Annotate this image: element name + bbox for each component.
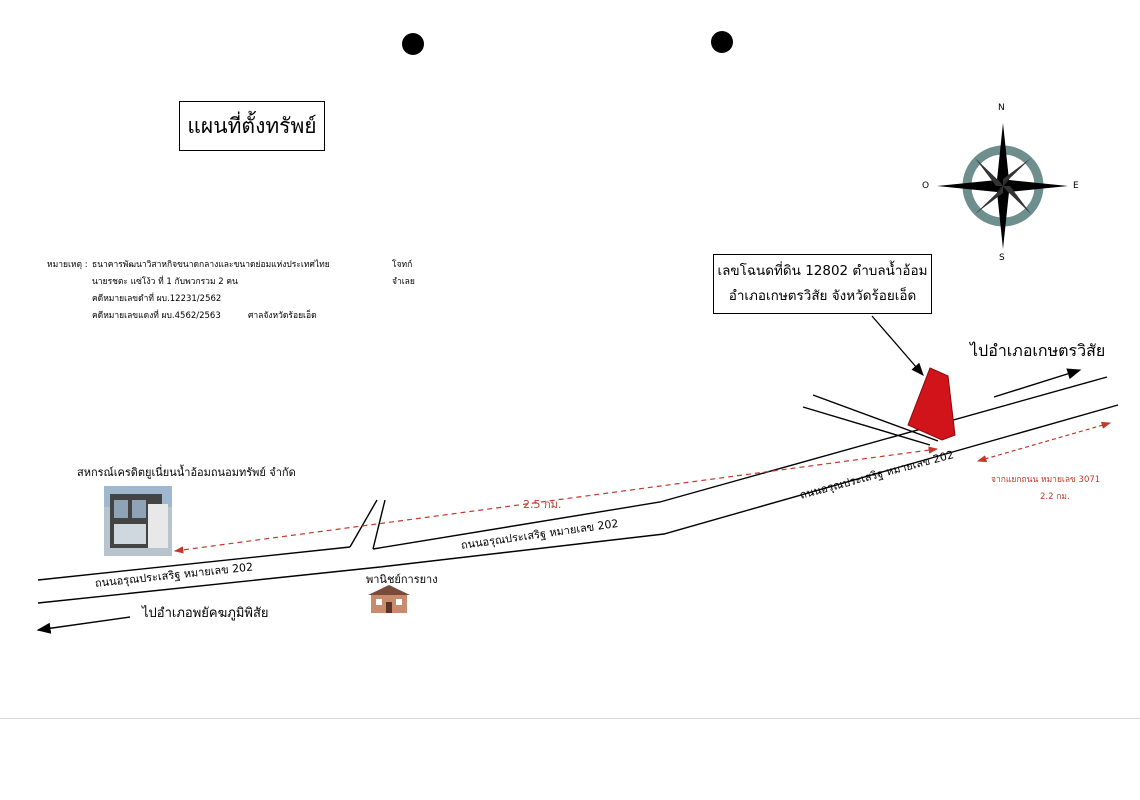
junction-distance: 2.2 กม.	[1040, 492, 1070, 502]
coop-building-photo	[104, 486, 172, 556]
arrow-to-kaset	[994, 370, 1080, 397]
compass-rose-icon	[937, 123, 1068, 249]
note-line-3: คดีหมายเลขดำที่ ผบ.12231/2562	[92, 294, 222, 304]
coop-label: สหกรณ์เครดิตยูเนี่ยนน้ำอ้อมถนอมทรัพย์ จำกัด	[77, 466, 296, 479]
road-label-center: ถนนอรุณประเสริฐ หมายเลข 202	[460, 516, 620, 552]
shop-label: พานิชย์การยาง	[366, 573, 438, 586]
compass-n-label: N	[998, 103, 1005, 113]
arrow-to-phayakkhaphum	[38, 617, 130, 630]
note-plaintiff: โจทก์	[392, 260, 413, 270]
road-label-west: ถนนอรุณประเสริฐ หมายเลข 202	[94, 560, 254, 590]
note-court: ศาลจังหวัดร้อยเอ็ด	[248, 311, 317, 321]
note-line-2: นายรชตะ แซ่โง้ว ที่ 1 กับพวกรวม 2 คน	[92, 277, 238, 287]
note-line-4: คดีหมายเลขแดงที่ ผบ.4562/2563	[92, 311, 221, 321]
side-road	[350, 500, 385, 549]
land-parcel	[908, 368, 955, 440]
map-title: แผนที่ตั้งทรัพย์	[179, 101, 325, 151]
dashed-distance-junction	[978, 423, 1110, 461]
junction-label: จากแยกถนน หมายเลข 3071	[991, 475, 1101, 485]
compass-e-label: E	[1073, 181, 1079, 191]
page-edge-line	[0, 718, 1140, 719]
compass-w-label: O	[922, 181, 930, 191]
distance-main-label: 2.5 กม.	[523, 498, 562, 511]
note-label: หมายเหตุ :	[47, 260, 88, 270]
deed-line-2: อำเภอเกษตรวิสัย จังหวัดร้อยเอ็ด	[728, 288, 917, 304]
compass-s-label: S	[999, 253, 1005, 263]
note-line-1: ธนาคารพัฒนาวิสาหกิจขนาดกลางและขนาดย่อมแห่งประเทศไทย	[92, 260, 330, 270]
deed-pointer-arrow	[872, 316, 923, 375]
road-label-east: ถนนอรุณประเสริฐ หมายเลข 202	[798, 448, 956, 502]
deed-line-1: เลขโฉนดที่ดิน 12802 ตำบลน้ำอ้อม	[717, 263, 928, 279]
to-kaset-label: ไปอำเภอเกษตรวิสัย	[970, 341, 1106, 360]
note-defendant: จำเลย	[392, 277, 415, 287]
shop-house-photo	[368, 585, 410, 613]
to-phayakkhaphum-label: ไปอำเภอพยัคฆภูมิพิสัย	[142, 606, 269, 621]
